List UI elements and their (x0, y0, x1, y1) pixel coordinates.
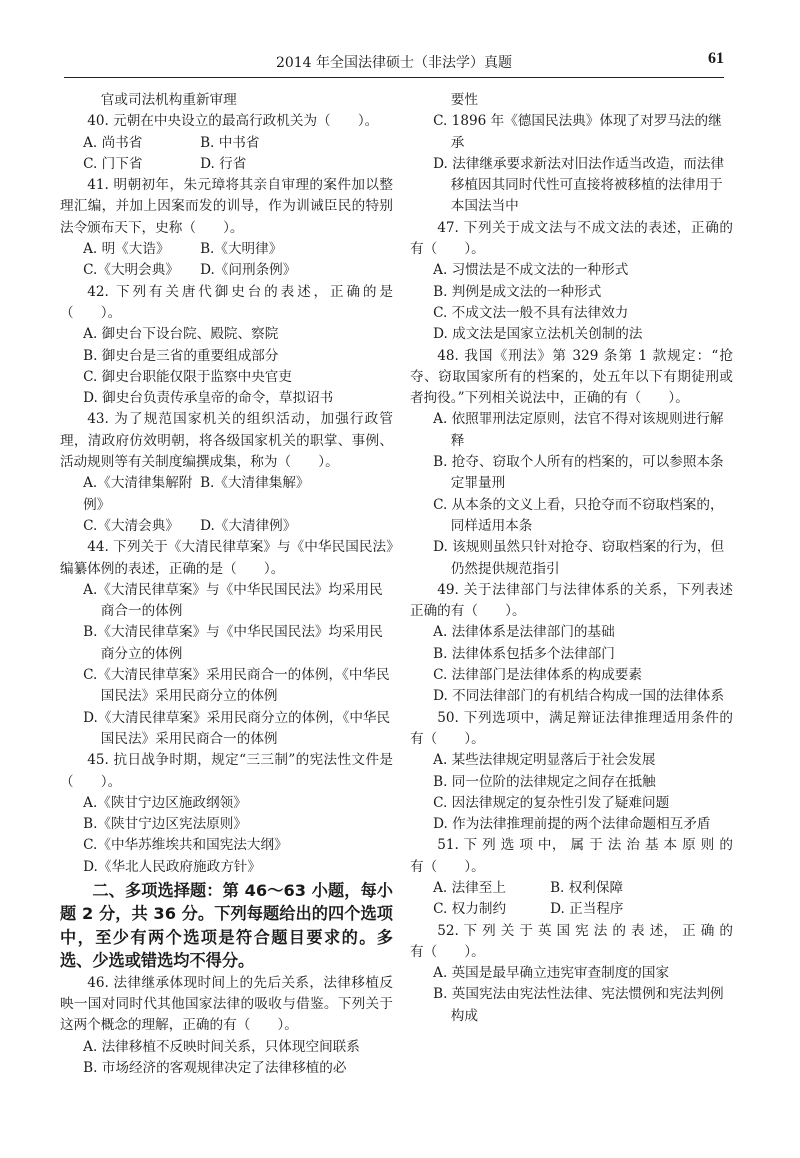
answer-option: B. 权利保障 (550, 879, 624, 896)
answer-option: A. 法律至上 (433, 879, 506, 896)
question-stem: 49. 关于法律部门与法律体系的关系，下列表述正确的有（ ）。 (410, 581, 733, 620)
answer-option: B. 中书省 (200, 134, 260, 151)
answer-option: A.《陕甘宁边区施政纲领》 (83, 794, 247, 811)
option-pair (60, 154, 393, 175)
answer-option: B. 市场经济的客观规律决定了法律移植的必 (83, 1059, 347, 1076)
answer-option: D.《大清民律草案》采用民商分立的体例，《中华民国民法》采用民商合一的体例 (83, 709, 391, 747)
header-rule (64, 77, 724, 78)
answer-option: B. 判例是成文法的一种形式 (433, 283, 602, 300)
answer-option: A. 英国是最早确立违宪审查制度的国家 (433, 965, 670, 982)
answer-option: D. 作为法律推理前提的两个法律命题相互矛盾 (433, 816, 711, 833)
answer-option: D. 成文法是国家立法机关创制的法 (433, 326, 643, 343)
answer-option: A. 法律体系是法律部门的基础 (433, 624, 615, 641)
answer-option: A. 习惯法是不成文法的一种形式 (433, 262, 629, 279)
option-pair (60, 239, 393, 260)
answer-option: C.《大清会典》 (83, 517, 179, 534)
header-title: 2014 年全国法律硕士（非法学）真题 (275, 55, 513, 71)
answer-option: B.《陕甘宁边区宪法原则》 (83, 816, 247, 833)
answer-option: A. 某些法律规定明显落后于社会发展 (433, 752, 656, 769)
question-stem: 47. 下列关于成文法与不成文法的表述，正确的有（ ）。 (410, 219, 733, 258)
question-stem: 48. 我国《刑法》第 329 条第 1 款规定：“抢夺、窃取国家所有的档案的，处五年以下有期徒刑或者拘役。”下列相关说法中，正确的有（ ）。 (410, 347, 733, 407)
answer-option: C. 1896 年《德国民法典》体现了对罗马法的继承 (433, 113, 722, 151)
answer-option: A. 御史台下设台院、殿院、察院 (83, 326, 279, 343)
answer-option: D.《大清律例》 (200, 517, 297, 534)
answer-option: B. 抢夺、窃取个人所有的档案的，可以参照本条定罪量刑 (433, 454, 724, 492)
option-pair (60, 516, 393, 537)
option-pair (60, 260, 393, 281)
option-pair (60, 133, 393, 154)
option-pair (60, 473, 393, 516)
answer-option: B. 御史台是三省的重要组成部分 (83, 347, 279, 364)
answer-option: C. 因法律规定的复杂性引发了疑难问题 (433, 794, 670, 811)
left-column (60, 90, 393, 1079)
page-header (64, 46, 724, 76)
question-stem: 45. 抗日战争时期，规定“三三制”的宪法性文件是（ ）。 (60, 752, 393, 790)
answer-option: A. 依照罪刑法定原则，法官不得对该规则进行解释 (433, 411, 724, 449)
answer-option: A. 尚书省 (83, 134, 143, 151)
answer-option: C. 法律部门是法律体系的构成要素 (433, 667, 642, 684)
page-number: 61 (708, 50, 724, 67)
answer-option: D. 不同法律部门的有机结合构成一国的法律体系 (433, 688, 725, 705)
section-heading: 二、多项选择题：第 46～63 小题，每小题 2 分，共 36 分。下列每题给出的四个选项中，至少有两个选项是符合题目要求的。多选、少选或错选均不得分。 (60, 880, 393, 971)
continued-text: 要性 (450, 92, 478, 108)
option-pair (410, 899, 733, 920)
question-stem: 41. 明朝初年，朱元璋将其亲自审理的案件加以整理汇编，并加上因案而发的训导，作为训诫臣民的特别法令颁布天下，史称（ ）。 (60, 177, 393, 236)
answer-option: C.《大清民律草案》采用民商合一的体例，《中华民国民法》采用民商分立的体例 (83, 667, 390, 705)
question-stem: 40. 元朝在中央设立的最高行政机关为（ ）。 (87, 113, 379, 130)
answer-option: C. 门下省 (83, 155, 143, 172)
answer-option: B.《大清律集解》 (200, 475, 310, 492)
answer-option: C. 权力制约 (433, 901, 507, 918)
answer-option: B.《大明律》 (200, 241, 283, 258)
right-column (410, 90, 733, 1027)
answer-option: C.《中华苏维埃共和国宪法大纲》 (83, 837, 288, 854)
question-stem: 46. 法律继承体现时间上的先后关系，法律移植反映一国对同时代其他国家法律的吸收与借鉴。下列关于这两个概念的理解，正确的有（ ）。 (60, 974, 393, 1034)
answer-option: D. 行省 (200, 155, 247, 172)
answer-option: D. 该规则虽然只针对抢夺、窃取档案的行为，但仍然提供规范指引 (433, 539, 725, 577)
answer-option: D.《问刑条例》 (200, 262, 297, 279)
answer-option: B. 同一位阶的法律规定之间存在抵触 (433, 773, 656, 790)
answer-option: A. 明《大诰》 (83, 241, 170, 258)
answer-option: C. 不成文法一般不具有法律效力 (433, 304, 629, 321)
answer-option: A.《大清民律草案》与《中华民国民法》均采用民商合一的体例 (83, 581, 383, 620)
question-stem: 51. 下 列 选 项 中， 属 于 法 治 基 本 原 则 的 有（ ）。 (410, 837, 733, 875)
answer-option: C.《大明会典》 (83, 262, 179, 279)
answer-option: B. 英国宪法由宪法性法律、宪法惯例和宪法判例构成 (433, 986, 724, 1024)
answer-option: D.《华北人民政府施政方针》 (83, 858, 261, 875)
answer-option: C. 御史台职能仅限于监察中央官吏 (83, 368, 292, 385)
question-stem: 44. 下列关于《大清民律草案》与《中华民国民法》编纂体例的表述，正确的是（ ）。 (60, 539, 393, 577)
answer-option: B.《大清民律草案》与《中华民国民法》均采用民商分立的体例 (83, 624, 383, 662)
answer-option: D. 法律继承要求新法对旧法作适当改造，而法律移植因其同时代性可直接将被移植的法律用于本国法当中 (433, 155, 725, 215)
option-pair (410, 878, 733, 899)
answer-option: C. 从本条的文义上看，只抢夺而不窃取档案的，同样适用本条 (433, 496, 724, 534)
answer-option: D. 御史台负责传承皇帝的命令，草拟诏书 (83, 390, 334, 407)
answer-option: A.《大清律集解附例》 (83, 475, 193, 513)
question-stem: 50. 下列选项中，满足辩证法律推理适用条件的有（ ）。 (410, 709, 733, 747)
question-stem: 42. 下列有关唐代御史台的表述，正确的是（ ）。 (60, 283, 393, 321)
answer-option: A. 法律移植不反映时间关系，只体现空间联系 (83, 1038, 360, 1055)
continued-text: 官或司法机构重新审理 (100, 92, 237, 108)
answer-option: B. 法律体系包括多个法律部门 (433, 645, 615, 662)
answer-option: D. 正当程序 (550, 901, 624, 918)
question-stem: 52. 下 列 关 于 英 国 宪 法 的 表 述， 正 确 的 有（ ）。 (410, 922, 733, 960)
question-stem: 43. 为了规范国家机关的组织活动，加强行政管理，清政府仿效明朝，将各级国家机关的职掌、事例、活动规则等有关制度编撰成集，称为（ ）。 (60, 411, 393, 471)
